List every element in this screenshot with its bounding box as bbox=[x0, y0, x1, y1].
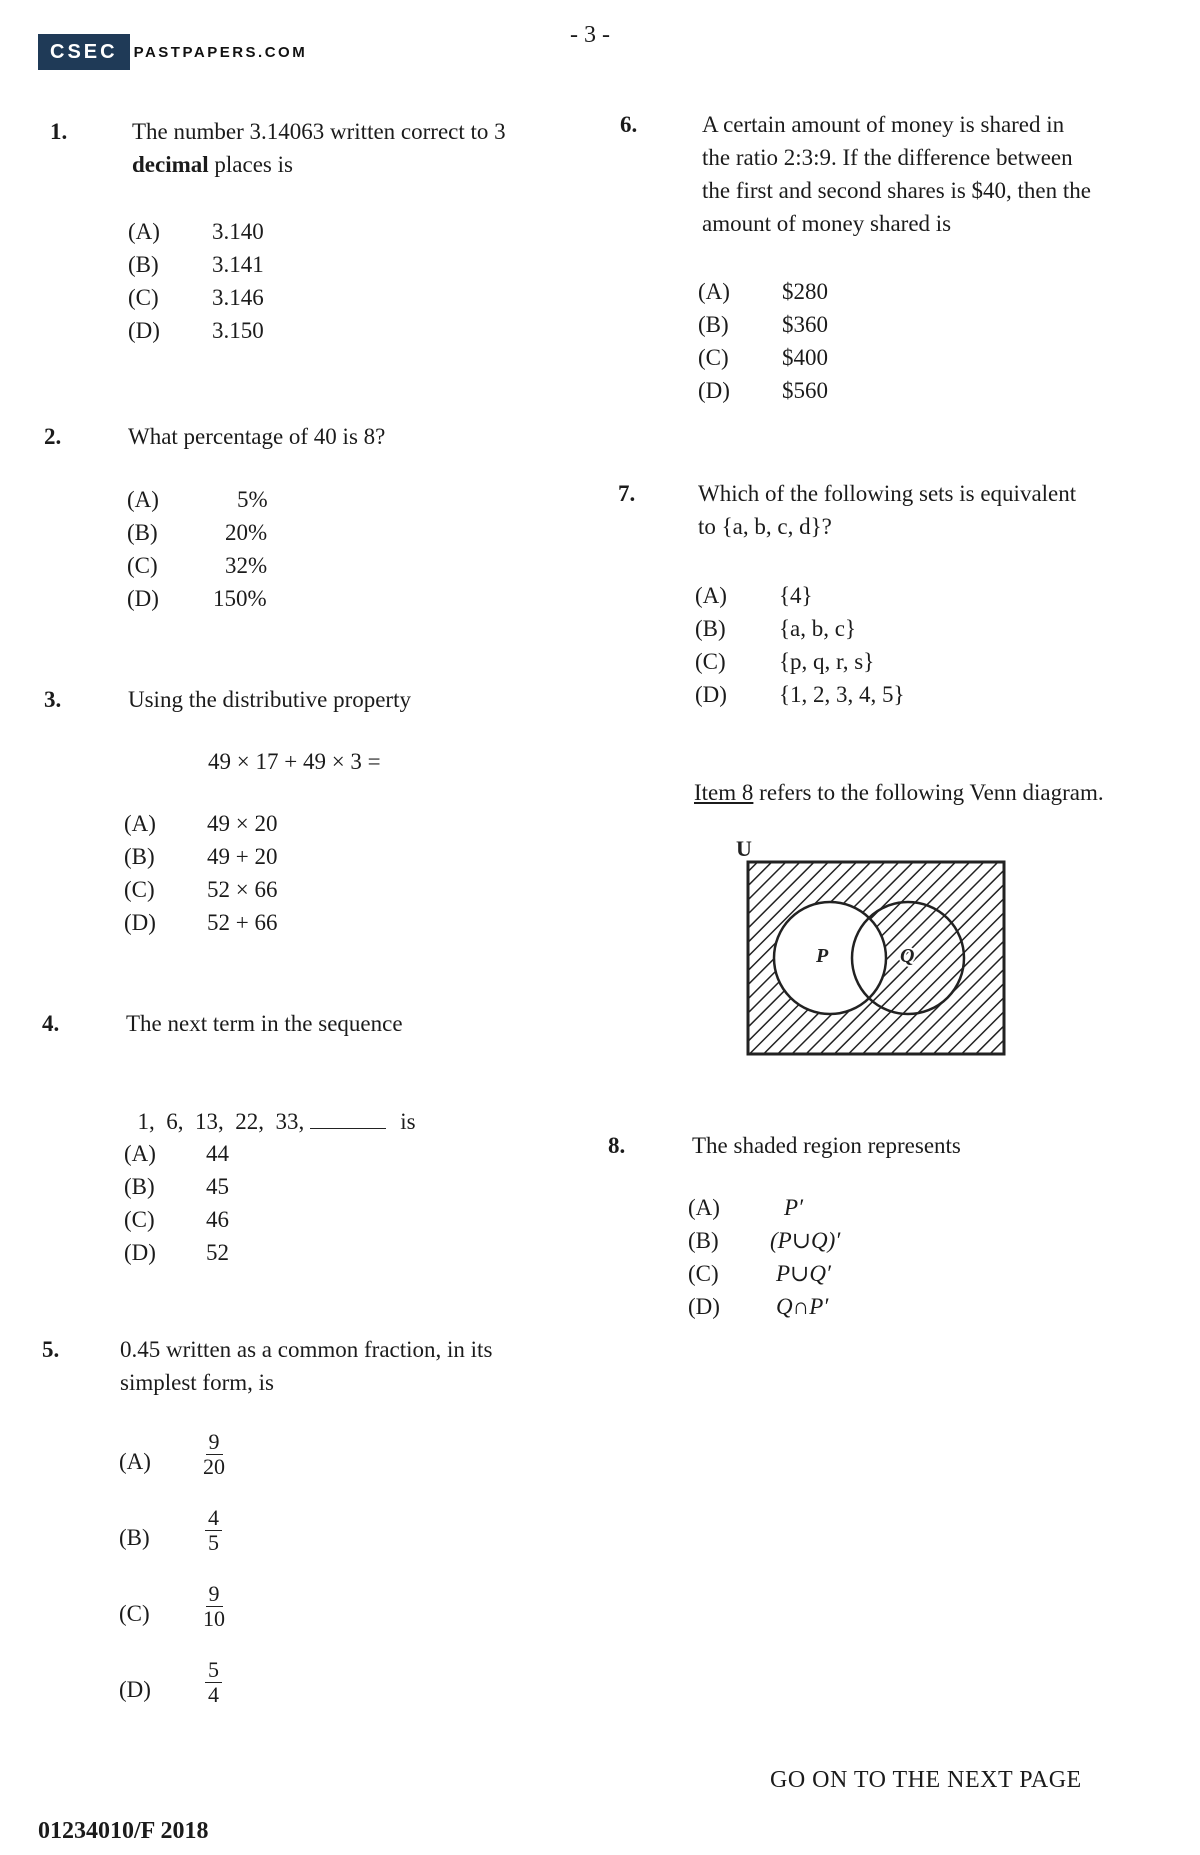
fraction-denominator: 5 bbox=[208, 1530, 219, 1555]
option-label: (D) bbox=[695, 682, 727, 707]
option-label: (C) bbox=[688, 1261, 719, 1286]
fraction-numerator: 9 bbox=[206, 1582, 223, 1607]
question-number: 8. bbox=[608, 1133, 626, 1158]
option-value: 20% bbox=[225, 520, 268, 545]
question-text-line: Which of the following sets is equivalent bbox=[698, 481, 1077, 506]
item-reference: Item 8 bbox=[694, 780, 754, 805]
logo-csec: CSEC bbox=[38, 34, 130, 70]
option-value: $400 bbox=[782, 345, 828, 370]
question-text bbox=[702, 108, 1091, 240]
question-text-line: the first and second shares is $40, then the bbox=[702, 178, 1091, 203]
option-d[interactable] bbox=[119, 1657, 239, 1734]
sequence-end: is bbox=[400, 1109, 416, 1134]
option-value: 44 bbox=[206, 1141, 229, 1166]
option-label: (C) bbox=[127, 553, 158, 578]
question-text-line: simplest form, is bbox=[120, 1370, 274, 1395]
sequence bbox=[126, 1072, 416, 1138]
option-value: {a, b, c} bbox=[779, 616, 856, 641]
option-fraction bbox=[203, 1430, 225, 1479]
expression: 49 × 17 + 49 × 3 = bbox=[208, 749, 381, 774]
question-4 bbox=[42, 1007, 582, 1043]
option-label: (C) bbox=[128, 285, 159, 310]
option-label: (A) bbox=[688, 1195, 720, 1220]
option-value: Q∩P′ bbox=[776, 1294, 829, 1319]
question-number: 5. bbox=[42, 1337, 60, 1362]
option-label: (A) bbox=[127, 487, 159, 512]
question-7 bbox=[618, 477, 1178, 547]
option-value: (P∪Q)′ bbox=[770, 1228, 841, 1253]
set-p-label: P bbox=[816, 945, 829, 967]
option-value: 52 + 66 bbox=[207, 910, 278, 935]
option-value: 3.150 bbox=[212, 318, 264, 343]
option-label: (A) bbox=[695, 583, 727, 608]
question-text: The next term in the sequence bbox=[126, 1011, 403, 1036]
question-5 bbox=[42, 1333, 602, 1403]
option-label: (B) bbox=[127, 520, 158, 545]
question-2 bbox=[44, 420, 584, 456]
option-label: (B) bbox=[124, 844, 155, 869]
option-label: (C) bbox=[698, 345, 729, 370]
option-value: {4} bbox=[779, 583, 813, 608]
option-value: 3.146 bbox=[212, 285, 264, 310]
option-c[interactable] bbox=[119, 1581, 239, 1658]
question-number: 4. bbox=[42, 1011, 60, 1036]
site-logo bbox=[38, 34, 307, 70]
fraction-denominator: 4 bbox=[208, 1682, 219, 1707]
option-label: (A) bbox=[119, 1449, 151, 1474]
question-text: Using the distributive property bbox=[128, 687, 411, 712]
option-fraction bbox=[205, 1506, 222, 1555]
option-value: 52 × 66 bbox=[207, 877, 278, 902]
fraction-denominator: 20 bbox=[203, 1454, 225, 1479]
option-label: (B) bbox=[688, 1228, 719, 1253]
option-label: (D) bbox=[128, 318, 160, 343]
option-label: (A) bbox=[124, 1141, 156, 1166]
page-number: - 3 - bbox=[570, 22, 610, 48]
option-value: $360 bbox=[782, 312, 828, 337]
question-text: The shaded region represents bbox=[692, 1133, 961, 1158]
option-fraction bbox=[205, 1658, 222, 1707]
option-value: 3.140 bbox=[212, 219, 264, 244]
option-value: $280 bbox=[782, 279, 828, 304]
venn-diagram bbox=[730, 832, 1020, 1062]
fraction-denominator: 10 bbox=[203, 1606, 225, 1631]
question-text bbox=[120, 1333, 492, 1399]
option-label: (B) bbox=[695, 616, 726, 641]
question-text bbox=[698, 477, 1076, 543]
option-label: (D) bbox=[124, 1240, 156, 1265]
fraction-numerator: 9 bbox=[206, 1430, 223, 1455]
go-on-next-page: GO ON TO THE NEXT PAGE bbox=[770, 1767, 1082, 1793]
option-value: 150% bbox=[213, 586, 267, 611]
option-value: {1, 2, 3, 4, 5} bbox=[779, 682, 905, 707]
venn-shaded-region bbox=[748, 862, 1004, 1054]
option-a[interactable] bbox=[119, 1429, 239, 1506]
item-8-intro bbox=[694, 776, 1174, 809]
question-number: 2. bbox=[44, 424, 62, 449]
option-value: 32% bbox=[225, 553, 268, 578]
option-value: $560 bbox=[782, 378, 828, 403]
option-label: (D) bbox=[688, 1294, 720, 1319]
option-label: (B) bbox=[124, 1174, 155, 1199]
option-label: (A) bbox=[698, 279, 730, 304]
option-value: P∪Q′ bbox=[776, 1261, 831, 1286]
option-label: (C) bbox=[124, 1207, 155, 1232]
question-3 bbox=[44, 683, 584, 719]
question-text-line: The number 3.14063 written correct to 3 bbox=[132, 119, 506, 144]
question-text-line: A certain amount of money is shared in bbox=[702, 112, 1065, 137]
option-label: (C) bbox=[695, 649, 726, 674]
answer-blank bbox=[310, 1128, 386, 1129]
option-value: P′ bbox=[784, 1195, 804, 1220]
option-value: 46 bbox=[206, 1207, 229, 1232]
option-label: (B) bbox=[128, 252, 159, 277]
question-number: 1. bbox=[50, 119, 68, 144]
question-text-line: to {a, b, c, d}? bbox=[698, 514, 832, 539]
question-8 bbox=[608, 1129, 1168, 1165]
option-value: 49 × 20 bbox=[207, 811, 278, 836]
question-1 bbox=[50, 115, 590, 185]
option-value: {p, q, r, s} bbox=[779, 649, 875, 674]
option-label: (D) bbox=[124, 910, 156, 935]
fraction-numerator: 5 bbox=[205, 1658, 222, 1683]
option-label: (C) bbox=[119, 1601, 150, 1626]
set-q-label: Q bbox=[900, 945, 915, 967]
universal-set-label: U bbox=[736, 836, 752, 861]
option-label: (B) bbox=[698, 312, 729, 337]
option-value: 52 bbox=[206, 1240, 229, 1265]
option-label: (B) bbox=[119, 1525, 150, 1550]
option-fraction bbox=[203, 1582, 225, 1631]
question-text: What percentage of 40 is 8? bbox=[128, 424, 386, 449]
fraction-numerator: 4 bbox=[205, 1506, 222, 1531]
logo-text: PASTPAPERS.COM bbox=[133, 43, 308, 61]
option-label: (A) bbox=[124, 811, 156, 836]
question-6 bbox=[620, 108, 1180, 248]
option-label: (D) bbox=[698, 378, 730, 403]
option-label: (A) bbox=[128, 219, 160, 244]
question-text-line: amount of money shared is bbox=[702, 211, 952, 236]
option-label: (D) bbox=[119, 1677, 151, 1702]
option-value: 49 + 20 bbox=[207, 844, 278, 869]
option-value: 5% bbox=[237, 487, 268, 512]
option-label: (D) bbox=[127, 586, 159, 611]
sequence-terms: 1, 6, 13, 22, 33, bbox=[137, 1109, 305, 1134]
question-text-line: 0.45 written as a common fraction, in its bbox=[120, 1337, 493, 1362]
question-text bbox=[132, 115, 506, 181]
option-b[interactable] bbox=[119, 1505, 239, 1582]
option-value: 3.141 bbox=[212, 252, 264, 277]
option-value: 45 bbox=[206, 1174, 229, 1199]
question-number: 3. bbox=[44, 687, 62, 712]
question-number: 7. bbox=[618, 481, 636, 506]
question-text-rest: places is bbox=[208, 152, 293, 177]
paper-code: 01234010/F 2018 bbox=[38, 1818, 209, 1844]
question-text-bold: decimal bbox=[132, 152, 209, 177]
item-intro-text: refers to the following Venn diagram. bbox=[753, 780, 1104, 805]
option-label: (C) bbox=[124, 877, 155, 902]
question-text-line: the ratio 2:3:9. If the difference between bbox=[702, 145, 1073, 170]
question-number: 6. bbox=[620, 112, 638, 137]
